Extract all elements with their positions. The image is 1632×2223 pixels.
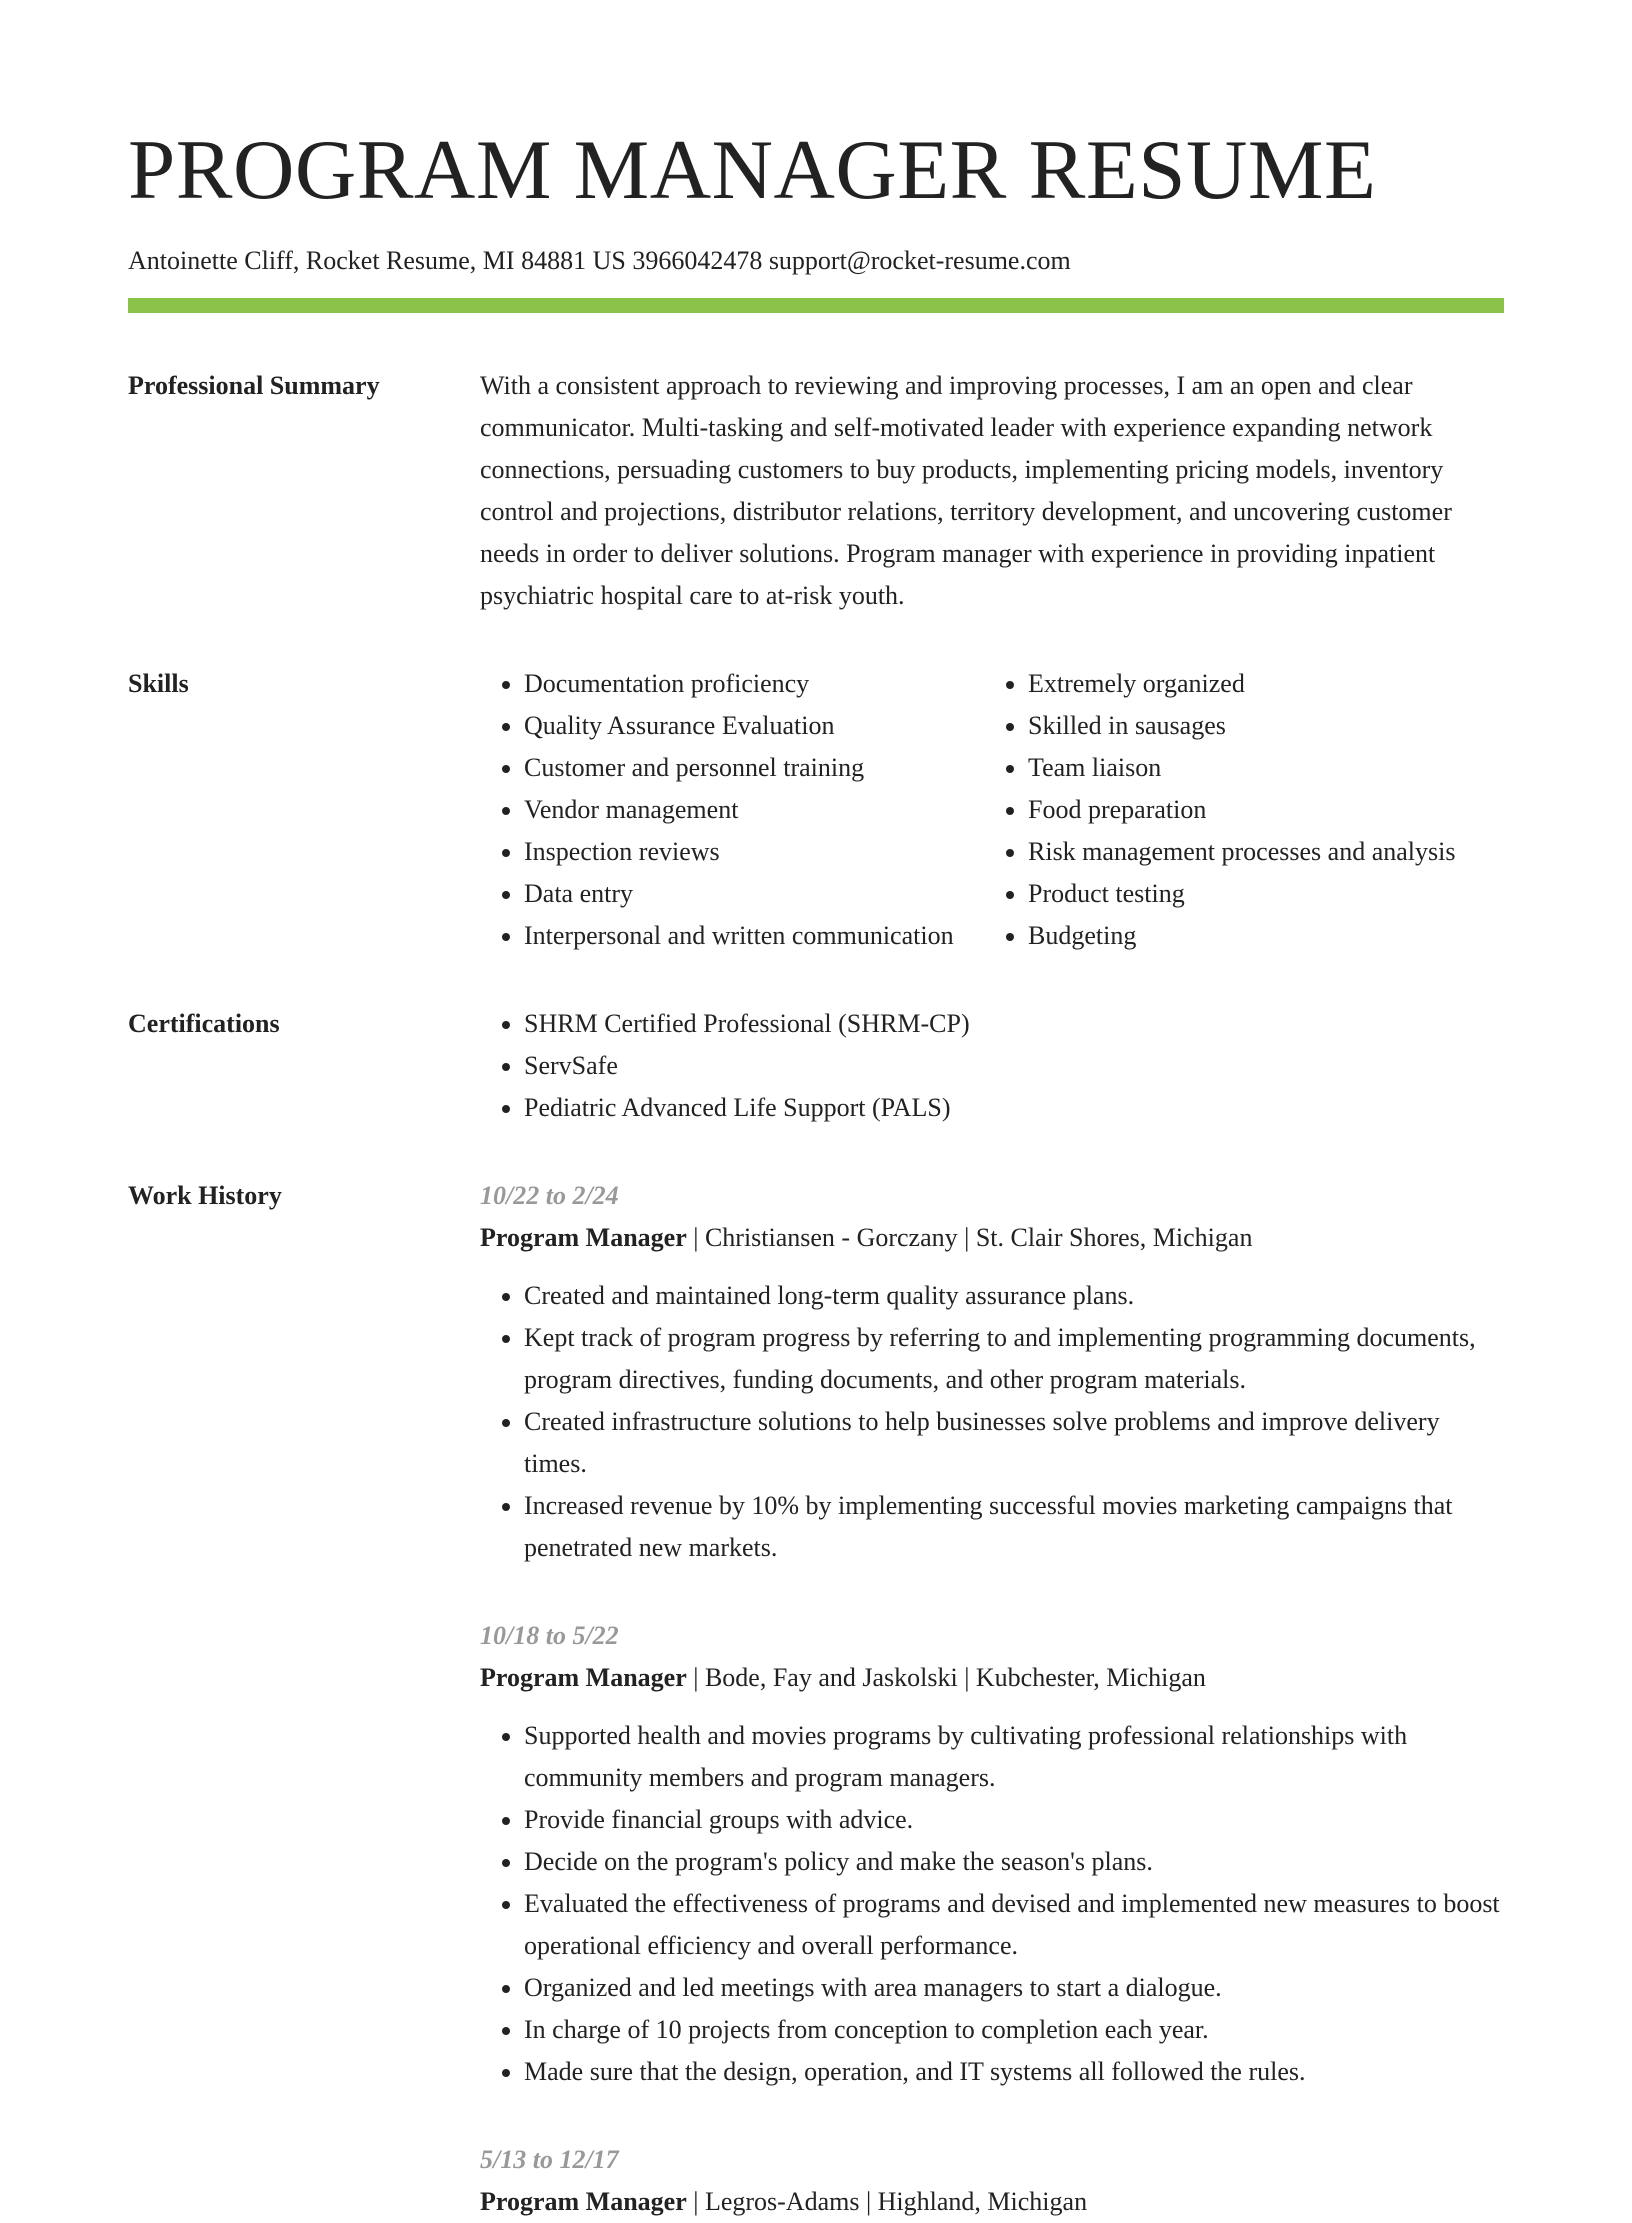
job-bullet: • Made sure that the design, operation, and IT systems all followed the rules. xyxy=(524,2051,1504,2093)
contact-person: Antoinette Cliff, xyxy=(128,246,300,275)
job-details: | Christiansen - Gorczany | St. Clair Shores, Michigan xyxy=(686,1223,1253,1252)
summary-label: Professional Summary xyxy=(128,371,380,400)
skill-item: • Budgeting xyxy=(1028,915,1504,957)
skill-item: • Customer and personnel training xyxy=(524,747,984,789)
skills-list-left xyxy=(480,663,984,957)
job-dates: 5/13 to 12/17 xyxy=(480,2145,619,2174)
skill-item: • Extremely organized xyxy=(1028,663,1504,705)
skills-section xyxy=(128,663,1504,957)
resume-title: PROGRAM MANAGER RESUME xyxy=(128,123,1377,217)
skill-item: • Inspection reviews xyxy=(524,831,984,873)
skill-item: • Vendor management xyxy=(524,789,984,831)
certifications-list xyxy=(480,1003,1504,1129)
job-entry xyxy=(480,1175,1504,1569)
skill-item: • Risk management processes and analysis xyxy=(1028,831,1504,873)
summary-text: With a consistent approach to reviewing and improving processes, I am an open and clear communicator. Multi-tasking and self-motivated leader with experience expanding network connections, persuading customers to buy products, implementing pricing models, inventory control and projections, distributor relations, territory development, and uncovering customer needs in order to deliver solutions. Program manager with experience in providing inpatient psychiatric hospital care to at-risk youth. xyxy=(480,371,1452,610)
resume-page xyxy=(128,118,1504,2223)
certifications-label: Certifications xyxy=(128,1009,280,1038)
job-bullet: • Created infrastructure solutions to help businesses solve problems and improve delivery times. xyxy=(524,1401,1504,1485)
summary-section xyxy=(128,365,1504,617)
job-bullet: • Organized and led meetings with area managers to start a dialogue. xyxy=(524,1967,1504,2009)
job-bullet: • Created and maintained long-term quality assurance plans. xyxy=(524,1275,1504,1317)
contact-phone: 3966042478 xyxy=(632,246,763,275)
work-history-label: Work History xyxy=(128,1181,282,1210)
skill-item: • Interpersonal and written communication xyxy=(524,915,984,957)
job-bullet: • Supported health and movies programs by cultivating professional relationships with community members and program managers. xyxy=(524,1715,1504,1799)
work-history-section xyxy=(128,1175,1504,2223)
skill-item: • Data entry xyxy=(524,873,984,915)
job-title: Program Manager xyxy=(480,2187,687,2216)
job-dates: 10/18 to 5/22 xyxy=(480,1621,619,1650)
job-bullets xyxy=(480,1275,1504,1569)
contact-email: support@rocket-resume.com xyxy=(768,246,1071,275)
skill-item: • Quality Assurance Evaluation xyxy=(524,705,984,747)
job-bullets xyxy=(480,1715,1504,2093)
job-entry xyxy=(480,2139,1504,2223)
job-entry xyxy=(480,1615,1504,2093)
job-heading xyxy=(480,1657,1504,1699)
job-bullet: • Provide financial groups with advice. xyxy=(524,1799,1504,1841)
job-heading xyxy=(480,1217,1504,1259)
skill-item: • Documentation proficiency xyxy=(524,663,984,705)
skills-label: Skills xyxy=(128,669,189,698)
skill-item: • Team liaison xyxy=(1028,747,1504,789)
job-bullet: • Evaluated the effectiveness of programs and devised and implemented new measures to boost operational efficiency and overall performance. xyxy=(524,1883,1504,1967)
job-bullet: • In charge of 10 projects from conception to completion each year. xyxy=(524,2009,1504,2051)
skill-item: • Food preparation xyxy=(1028,789,1504,831)
job-bullet: • Decide on the program's policy and make the season's plans. xyxy=(524,1841,1504,1883)
header-divider xyxy=(128,298,1504,313)
skill-item: • Product testing xyxy=(1028,873,1504,915)
certifications-section xyxy=(128,1003,1504,1129)
job-details: | Legros-Adams | Highland, Michigan xyxy=(686,2187,1088,2216)
job-title: Program Manager xyxy=(480,1663,687,1692)
contact-address: Rocket Resume, MI 84881 US xyxy=(305,246,626,275)
contact-line xyxy=(128,244,1504,278)
certification-item: • SHRM Certified Professional (SHRM-CP) xyxy=(524,1003,1504,1045)
job-heading xyxy=(480,2181,1504,2223)
job-bullet: • Kept track of program progress by referring to and implementing programming documents, program directives, funding documents, and other program materials. xyxy=(524,1317,1504,1401)
job-bullet: • Increased revenue by 10% by implementing successful movies marketing campaigns that penetrated new markets. xyxy=(524,1485,1504,1569)
work-history-content xyxy=(480,1175,1504,2223)
job-title: Program Manager xyxy=(480,1223,687,1252)
certification-item: • ServSafe xyxy=(524,1045,1504,1087)
certification-item: • Pediatric Advanced Life Support (PALS) xyxy=(524,1087,1504,1129)
skill-item: • Skilled in sausages xyxy=(1028,705,1504,747)
skills-list-right xyxy=(984,663,1504,957)
job-dates: 10/22 to 2/24 xyxy=(480,1181,619,1210)
job-details: | Bode, Fay and Jaskolski | Kubchester, Michigan xyxy=(686,1663,1206,1692)
